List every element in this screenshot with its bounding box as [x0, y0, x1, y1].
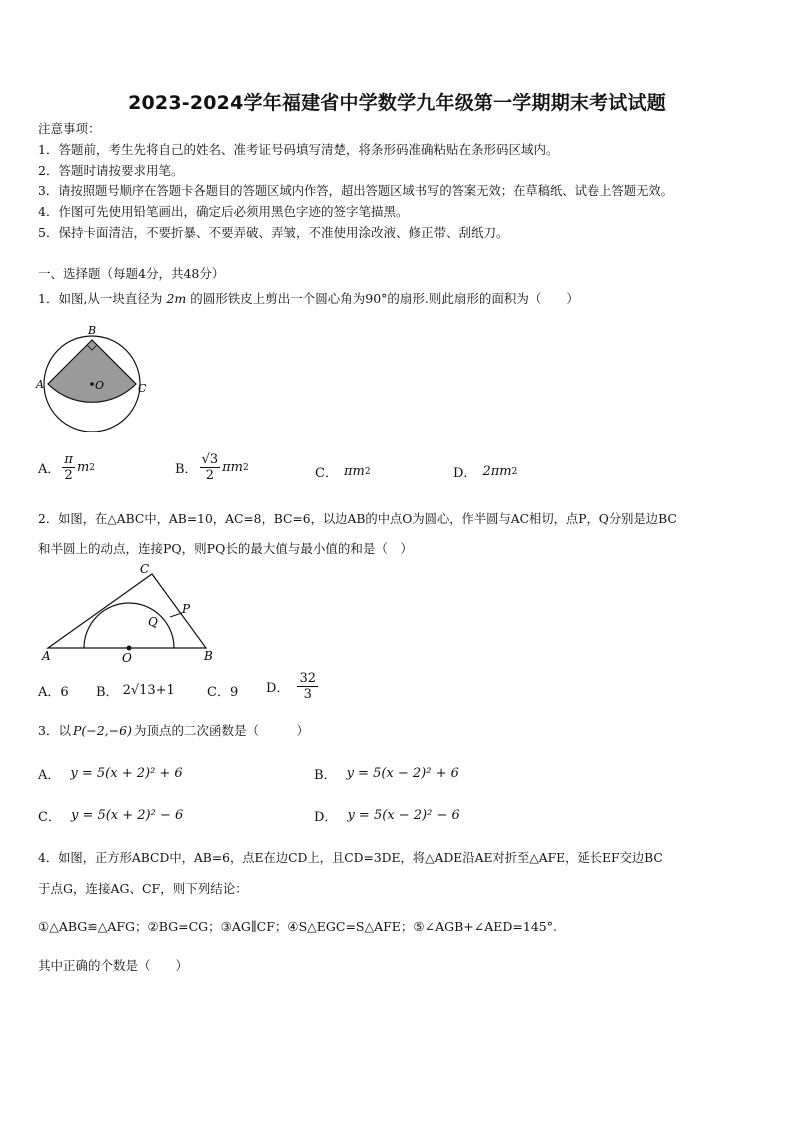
q2-option-d[interactable]: D． $\frac{32}{3}$ [266, 671, 316, 702]
q2-semicircle [84, 603, 174, 648]
q3-option-b[interactable]: B． y = 5(x − 2)² + 6 [314, 766, 459, 783]
q1-stem: 1．如图,从一块直径为 2m 的圆形铁皮上剪出一个圆心角为90°的扇形.则此扇形的面积为（ ） [38, 291, 579, 306]
q2-option-a[interactable]: A．6 [38, 685, 69, 700]
q1-figure [34, 322, 164, 432]
q2-figure [36, 560, 226, 668]
notice-item-3: 3．请按照题号顺序在答题卡各题目的答题区域内作答，超出答题区域书写的答案无效；在草稿纸、试卷上答题无效。 [38, 184, 673, 198]
q4-stem-line-2: 于点G，连接AG、CF，则下列结论： [38, 881, 248, 896]
q2-label-P: P [182, 602, 191, 616]
q2-center-dot [127, 646, 132, 651]
q1-option-d[interactable]: D． 2πm 2 [453, 464, 518, 481]
notice-item-5: 5．保持卡面清洁，不要折暴、不要弄破、弄皱，不准使用涂改液、修正带、刮纸刀。 [38, 225, 509, 240]
q2-label-Q: Q [148, 615, 158, 629]
q3-option-c[interactable]: C． y = 5(x + 2)² − 6 [38, 808, 184, 825]
notice-heading: 注意事项： [38, 121, 101, 136]
q2-segment-PQ [170, 613, 182, 617]
section-heading: 一、选择题（每题4分，共48分） [38, 266, 225, 281]
q2-option-c[interactable]: C．9 [207, 685, 239, 700]
q2-stem-line-2: 和半圆上的动点，连接PQ，则PQ长的最大值与最小值的和是（ ） [38, 541, 413, 556]
q2-label-A: A [42, 649, 51, 663]
q3-option-d[interactable]: D． y = 5(x − 2)² − 6 [314, 808, 460, 825]
q2-label-B: B [204, 649, 213, 663]
q2-stem-line-1: 2．如图，在△ABC中，AB=10，AC=8，BC=6，以边AB的中点O为圆心，作半圆与AC相切，点P，Q分别是边BC [38, 512, 677, 526]
notice-item-1: 1．答题前，考生先将自己的姓名、准考证号码填写清楚，将条形码准确粘贴在条形码区域内。 [38, 142, 559, 157]
page-title: 2023-2024学年福建省中学数学九年级第一学期期末考试试题 [128, 92, 666, 114]
q1-option-a[interactable]: A． $\frac{\pi}{2}$ m 2 [38, 452, 95, 483]
q4-question: 其中正确的个数是（ ） [38, 958, 189, 973]
q1-label-C: C [138, 382, 147, 395]
q4-conclusions: ①△ABG≌△AFG；②BG=CG；③AG∥CF；④S△EGC=S△AFE；⑤∠AGB+∠AED=145°. [38, 919, 557, 934]
q1-label-A: A [36, 378, 44, 391]
q1-option-b[interactable]: B． $\frac{√3}{2}$ πm 2 [175, 452, 249, 483]
notice-item-4: 4．作图可先使用铅笔画出，确定后必须用黑色字迹的签字笔描黑。 [38, 204, 409, 219]
q3-stem: 3．以 P(−2,−6) 为顶点的二次函数是（ ） [38, 723, 309, 738]
q1-label-O: O [95, 379, 105, 392]
notice-item-2: 2．答题时请按要求用笔。 [38, 163, 184, 178]
q1-label-B: B [88, 324, 97, 337]
q3-option-a[interactable]: A． y = 5(x + 2)² + 6 [38, 766, 183, 783]
q2-label-O: O [122, 651, 132, 665]
q1-option-c[interactable]: C． πm 2 [315, 464, 371, 481]
q2-label-C: C [140, 562, 150, 576]
q1-center-dot [90, 382, 94, 386]
q2-option-b[interactable]: B． 2√13+1 [96, 683, 175, 700]
q1-sector [48, 340, 136, 402]
q4-stem-line-1: 4．如图，正方形ABCD中，AB=6，点E在边CD上，且CD=3DE，将△ADE沿AE对折至△AFE，延长EF交边BC [38, 851, 663, 865]
